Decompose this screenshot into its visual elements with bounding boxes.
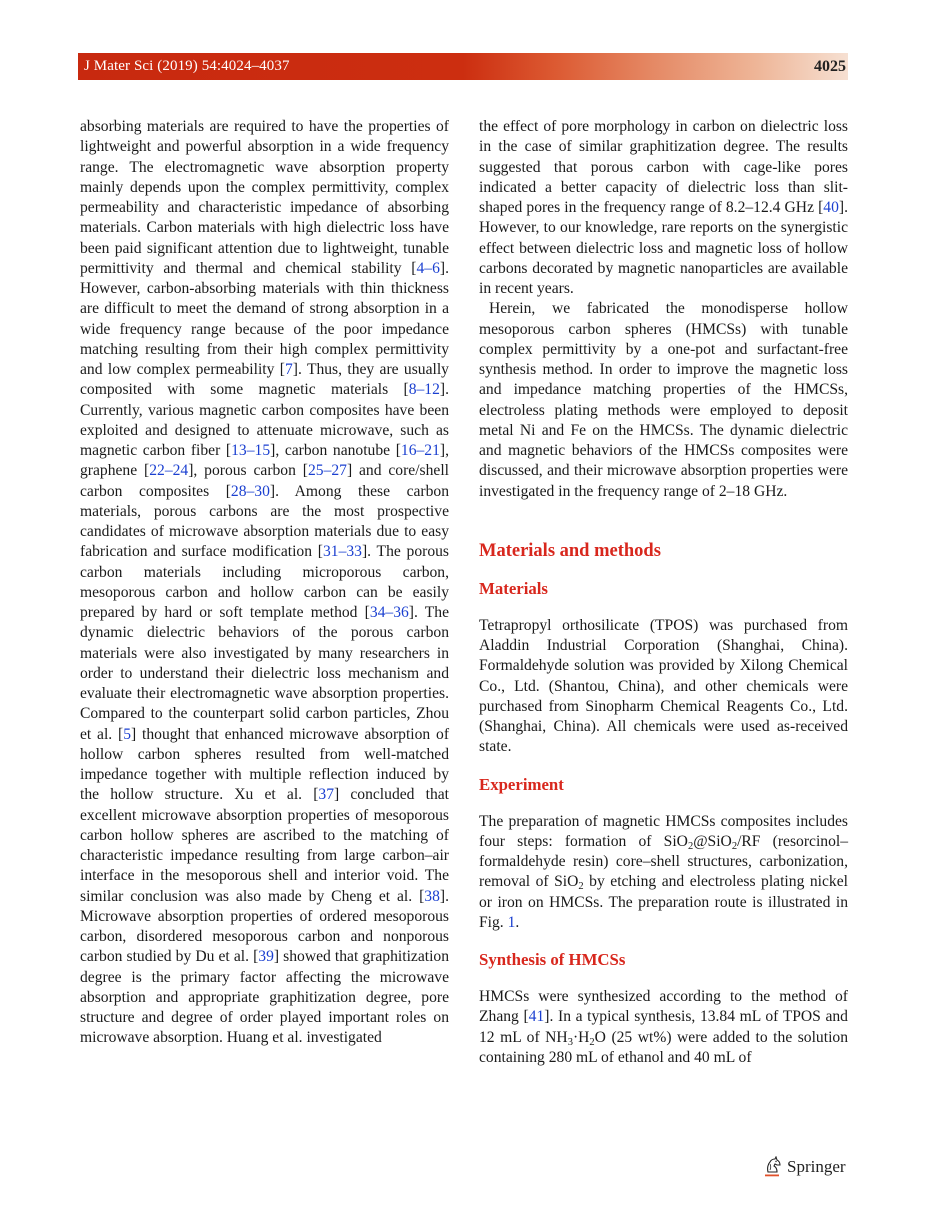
body-paragraph: The preparation of magnetic HMCSs composites includes four steps: formation of SiO$_2$@SiO$_2$/RF (resorcinol–formaldehyde resin) core–shell structures, carbonization, removal of SiO$_2$ by etching and electroless plating nickel or iron on HMCSs. The preparation route is illustrated in Fig. 1.: [479, 812, 848, 931]
subsection-heading-synthesis: Synthesis of HMCSs: [479, 950, 626, 969]
citation-link[interactable]: 1: [507, 913, 516, 931]
body-paragraph: Tetrapropyl orthosilicate (TPOS) was purchased from Aladdin Industrial Corporation (Shanghai, China). Formaldehyde solution was provided by Xilong Chemical Co., Ltd. (Shantou, China), and other chemicals were purchased from Sinopharm Chemical Reagents Co., Ltd. (Shanghai, China). All chemicals were used as-received state.: [479, 616, 848, 756]
citation-link[interactable]: 25–27: [307, 462, 347, 480]
page-number: 4025: [814, 57, 846, 75]
subscript: 3: [567, 1036, 573, 1048]
section-heading-materials-and-methods: Materials and methods: [479, 540, 661, 561]
body-paragraph: the effect of pore morphology in carbon on dielectric loss in the case of similar graphitization degree. The results suggested that porous carbon with cage-like pores indicated a better capacity of dielectric loss than slit-shaped pores in the frequency range of 8.2–12.4 GHz [40]. However, to our knowledge, rare reports on the synergistic effect between dielectric loss and magnetic loss of hollow carbons decorated by magnetic nanoparticles are available in recent years.: [479, 118, 848, 297]
citation-link[interactable]: 34–36: [369, 604, 409, 621]
publisher-logo: [762, 1156, 846, 1178]
left-column: [80, 117, 449, 1049]
subsection-heading-materials: Materials: [479, 578, 548, 598]
right-column: [479, 117, 848, 1068]
publisher-name: Springer: [787, 1157, 846, 1176]
citation-link[interactable]: 37: [318, 786, 335, 804]
citation-link[interactable]: 40: [823, 199, 839, 216]
citation-link[interactable]: 16–21: [400, 442, 440, 459]
journal-reference: J Mater Sci (2019) 54:4024–4037: [84, 58, 290, 74]
subscript: 2: [589, 1036, 595, 1048]
citation-link[interactable]: 8–12: [408, 381, 440, 399]
citation-link[interactable]: 7: [284, 361, 293, 378]
subsection-heading-experiment: Experiment: [479, 774, 564, 794]
running-header: [78, 53, 848, 80]
subscript: 2: [731, 840, 738, 852]
citation-link[interactable]: 41: [528, 1008, 545, 1026]
citation-link[interactable]: 22–24: [149, 462, 189, 480]
body-paragraph: absorbing materials are required to have the properties of lightweight and powerful absorption in a wide frequency range. The electromagnetic wave absorption property mainly depends upon the complex permittivity, complex permeability and characteristic impedance of absorbing materials. Carbon materials with high dielectric loss have been paid significant attention due to lightweight, tunable permittivity and thermal and chemical stability [4–6]. However, carbon-absorbing materials with thin thickness are difficult to meet the demand of strong absorption in a wide frequency range because of the poor impedance matching resulting from their high complex permittivity and low complex permeability [7]. Thus, they are usually composited with some magnetic materials [8–12]. Currently, various magnetic carbon composites have been exploited and designed to attenuate microwave, such as magnetic carbon fiber [13–15], carbon nanotube [16–21], graphene [22–24], porous carbon [25–27] and core/shell carbon composites [28–30]. Among these carbon materials, porous carbons are the most prospective candidates of microwave absorption materials due to easy fabrication and surface modification [31–33]. The porous carbon materials including microporous carbon, mesoporous carbon and hollow carbon can be easily prepared by hard or soft template method [34–36]. The dynamic dielectric behaviors of the porous carbon materials were also investigated by many researchers in order to understand their dielectric loss mechanism and evaluate their electromagnetic wave absorption properties. Compared to the counterpart solid carbon particles, Zhou et al. [5] thought that enhanced microwave absorption of hollow carbon spheres resulted from well-matched impedance together with multiple reflection induced by the hollow structure. Xu et al. [37] concluded that excellent microwave absorption properties of mesoporous carbon hollow spheres are ascribed to the matching of characteristic impedance resulting from large carbon–air interface in the mesoporous shell and interior void. The similar conclusion was also made by Cheng et al. [38]. Microwave absorption properties of ordered mesoporous carbon, disordered mesoporous carbon and nonporous carbon studied by Du et al. [39] showed that graphitization degree is the primary factor affecting the microwave absorption and appropriate graphitization degree, pore structure and degree of order played important roles on microwave absorption. Huang et al. investigated: [80, 118, 450, 1047]
citation-link[interactable]: 13–15: [231, 442, 271, 459]
citation-link[interactable]: 5: [123, 725, 132, 743]
body-paragraph: HMCSs were synthesized according to the method of Zhang [41]. In a typical synthesis, 13.84 mL of TPOS and 12 mL of $NH_3\cdot H_2O$ (25 wt%) were added to the solution containing 280 mL of ethanol and 40 mL of: [479, 988, 848, 1066]
citation-link[interactable]: 38: [424, 887, 440, 905]
citation-link[interactable]: 4–6: [416, 259, 440, 277]
subscript: 2: [687, 840, 694, 852]
citation-link[interactable]: 28–30: [230, 482, 270, 500]
citation-link[interactable]: 31–33: [322, 543, 362, 561]
body-paragraph: Herein, we fabricated the monodisperse hollow mesoporous carbon spheres (HMCSs) with tunable complex permittivity by a one-pot and surfactant-free synthesis method. In order to improve the magnetic loss and impedance matching properties of the HMCSs, electroless plating methods were employed to deposit metal Ni and Fe on the HMCSs. The dynamic dielectric and magnetic behaviors of the HMCSs composites were discussed, and their microwave absorption properties were investigated in the frequency range of 2–18 GHz.: [479, 300, 848, 500]
subscript: 2: [578, 881, 584, 893]
springer-knight-icon: [762, 1156, 782, 1178]
citation-link[interactable]: 39: [258, 948, 274, 966]
